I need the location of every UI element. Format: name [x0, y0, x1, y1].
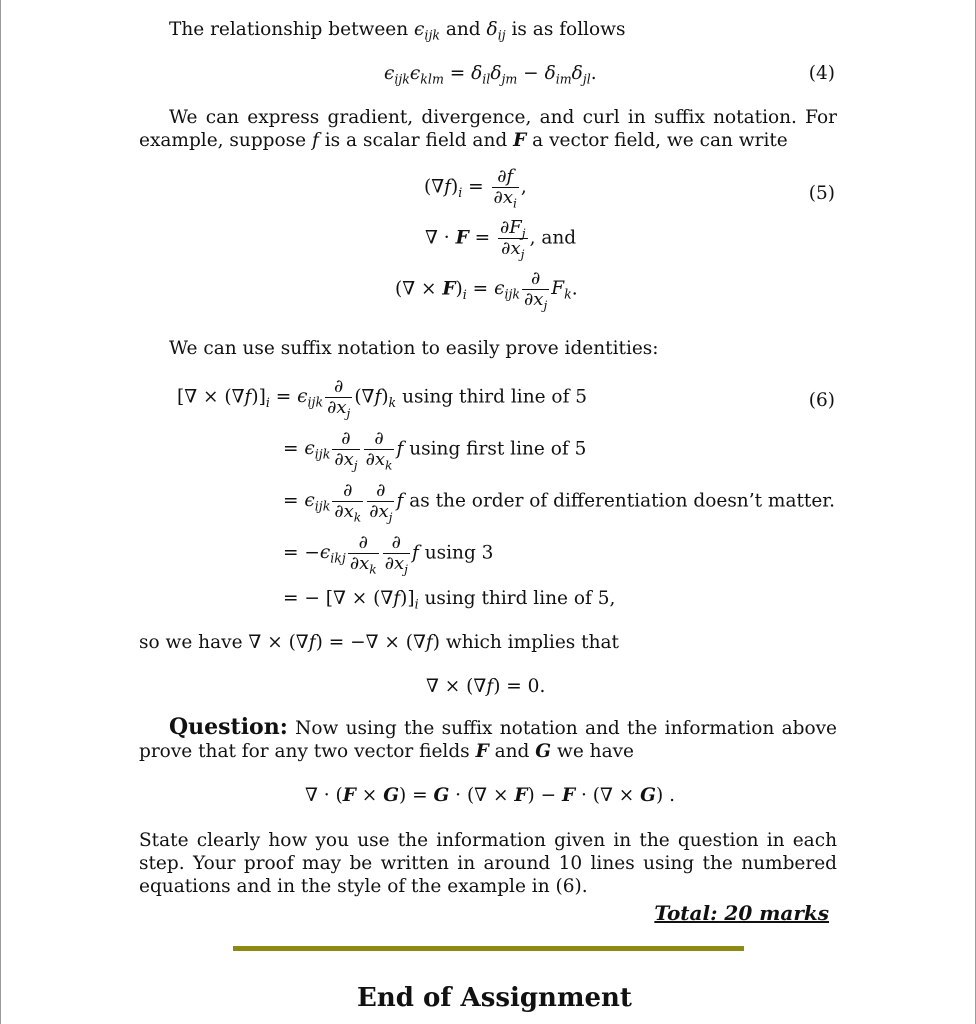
equation-6-note-5: using third line of 5, [424, 588, 616, 609]
conclusion-line: so we have ∇ × (∇f) = −∇ × (∇f) which implies that [139, 632, 619, 653]
equation-6-line-3: = $\epsilon_{ijk}$ $\frac{\partial}{\partial x_k}$ $\frac{\partial}{\partial x_j}$ f as the order of differentiation doesn’t matter. [283, 480, 835, 525]
intro-prefix: The relationship between [169, 19, 409, 40]
intro-line: The relationship between $\epsilon_{ijk}$ and $\delta_{ij}$ is as follows [169, 19, 626, 43]
paragraph-identities: We can use suffix notation to easily prove identities: [169, 338, 659, 359]
question-text-a: Now using the suffix notation and the information above prove that for any two vector fields [139, 718, 837, 762]
equation-6-note-3: as the order of differentiation doesn’t matter. [409, 490, 835, 512]
equation-6-line-1: [∇ × $(\nabla f)]_i = \epsilon_{ijk}$ $\frac{\partial}{\partial x_j}$ $(\nabla f)_k$ using third line of 5 [177, 376, 588, 421]
question-text-b: we have [556, 741, 634, 762]
intro-suffix: is as follows [511, 19, 626, 40]
instructions-paragraph: State clearly how you use the information given in the question in each step. Your proof may be written in around 10 lines using the numbered equations and in the style of the example in (6). [139, 830, 837, 897]
question-identity: ∇ · (F × G) = G · (∇ × F) − F · (∇ × G) . [305, 785, 675, 806]
equation-6-note-4: using 3 [424, 542, 494, 564]
question-and: and [494, 741, 530, 762]
para-grad-text-a: We can express gradient, divergence, and curl in suffix notation. For example, suppose [139, 107, 837, 151]
para-grad-text-c: a vector field, we can write [532, 130, 788, 151]
equation-6-line-2: = $\epsilon_{ijk}$ $\frac{\partial}{\partial x_j}$ $\frac{\partial}{\partial x_k}$ f using first line of 5 [283, 428, 587, 473]
equation-6-note-1: using third line of 5 [402, 386, 588, 408]
equation-6-number: (6) [808, 390, 835, 411]
paragraph-suffix-notation: We can express gradient, divergence, and curl in suffix notation. For example, suppose f is a scalar field and F a vector field, we can write [139, 107, 837, 151]
conclusion-suffix: which implies that [445, 632, 619, 653]
para-grad-text-b: is a scalar field and [324, 130, 508, 151]
equation-5-and: and [541, 227, 577, 249]
equation-5-line-2: ∇ · F = $\frac{\partial F_j}{\partial x_j}$ , and [425, 217, 577, 262]
intro-and: and [445, 19, 481, 40]
equation-5-line-3: (∇ × $F)_i = \epsilon_{ijk}$ $\frac{\partial}{\partial x_j}$ $F_k$. [395, 268, 578, 313]
curl-grad-zero-equation: ∇ × (∇f) = 0. [426, 676, 546, 697]
equation-6-note-2: using first line of 5 [409, 438, 587, 460]
question-heading: Question: [169, 714, 288, 740]
question-paragraph: Question: Now using the suffix notation and the information above prove that for any two vector fields F and G we have [139, 714, 837, 762]
conclusion-prefix: so we have [139, 632, 243, 653]
section-divider [233, 946, 744, 951]
end-of-assignment: End of Assignment [357, 983, 632, 1013]
total-marks: Total: 20 marks [654, 901, 829, 925]
equation-6-line-5: = − [∇ × $(\nabla f)]_i$ using third line of 5, [283, 588, 616, 612]
equation-4: $\epsilon_{ijk}\epsilon_{klm} = \delta_{il}\delta_{jm} - \delta_{im}\delta_{jl}$. [384, 63, 597, 87]
equation-5-number: (5) [808, 183, 835, 204]
equation-6-line-4: = $-\epsilon_{ikj}$ $\frac{\partial}{\partial x_k}$ $\frac{\partial}{\partial x_j}$ f using 3 [283, 532, 494, 577]
equation-5-line-1: $(\nabla f)_i$ = $\frac{\partial f}{\partial x_i}$ , [424, 166, 527, 211]
equation-4-number: (4) [808, 63, 835, 84]
